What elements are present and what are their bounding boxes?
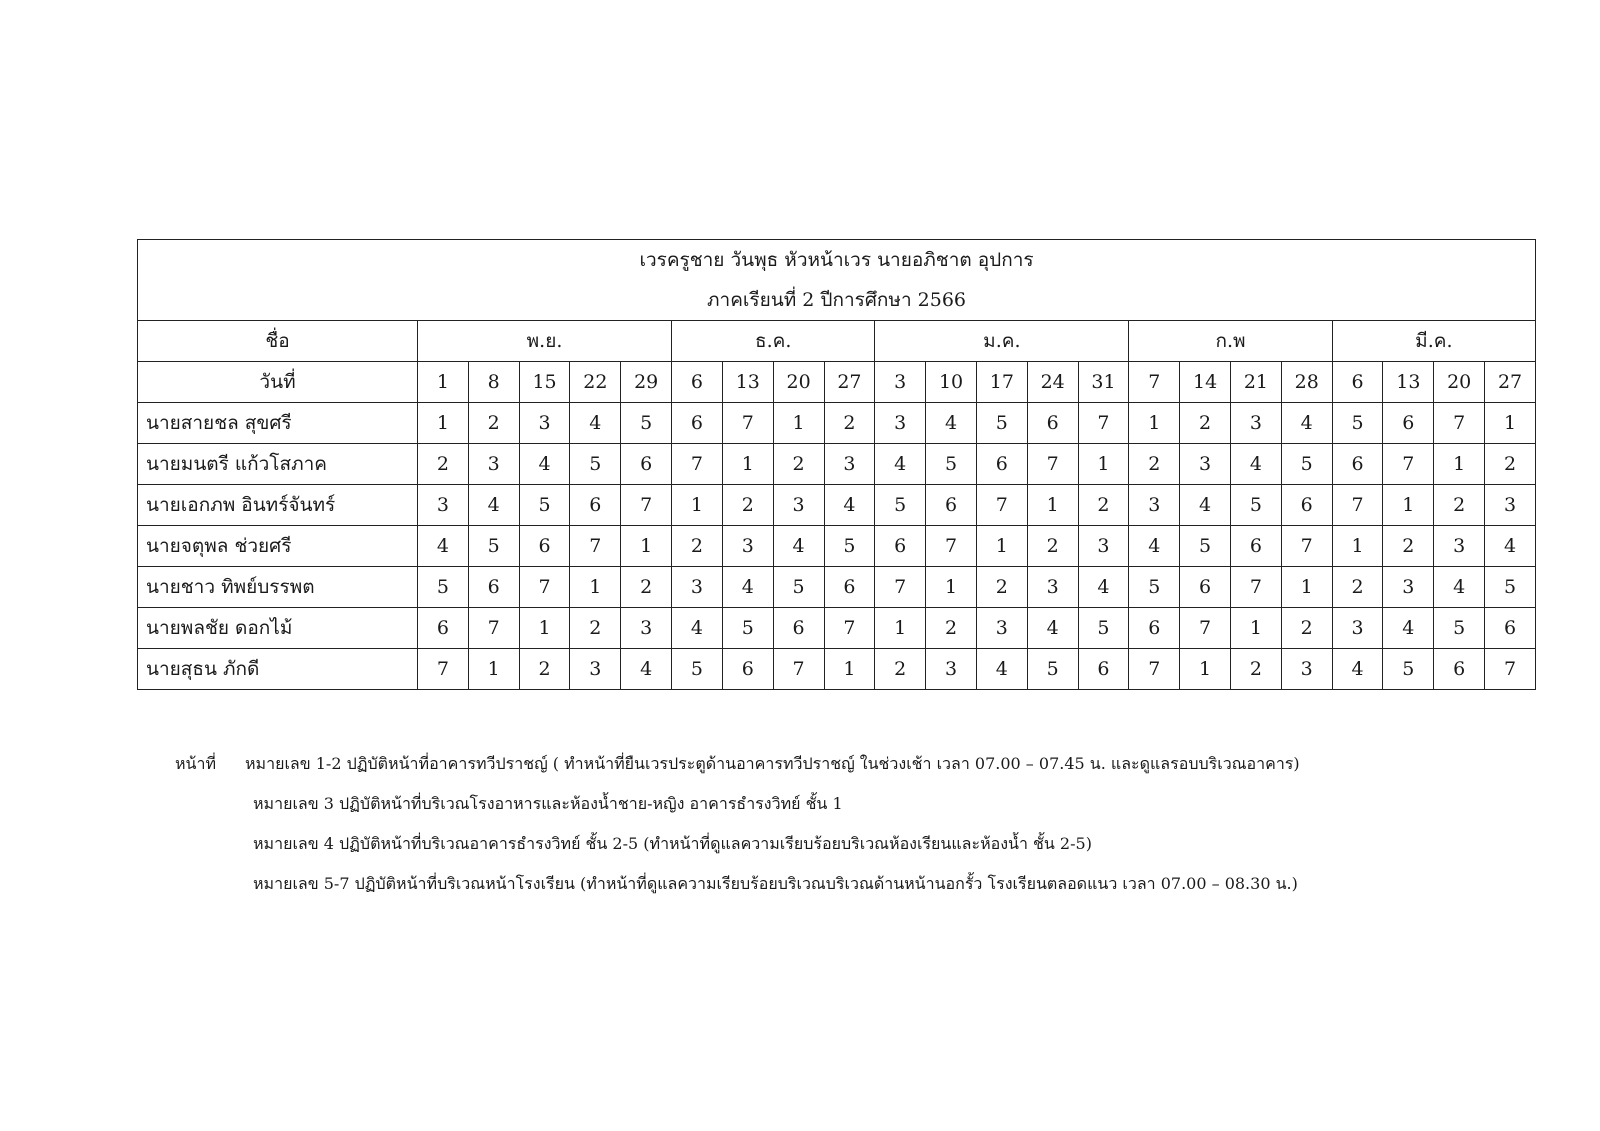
duty-number-cell: 4 — [468, 485, 519, 526]
date-cell: 3 — [875, 362, 926, 403]
duty-number-cell: 1 — [773, 403, 824, 444]
duty-number-cell: 1 — [672, 485, 723, 526]
duty-number-cell: 7 — [926, 526, 977, 567]
duty-number-cell: 5 — [824, 526, 875, 567]
duty-number-cell: 2 — [1180, 403, 1231, 444]
date-cell: 27 — [824, 362, 875, 403]
teacher-name: นายสายชล สุขศรี — [138, 403, 418, 444]
duty-number-cell: 3 — [672, 567, 723, 608]
duty-number-cell: 5 — [926, 444, 977, 485]
duty-number-cell: 2 — [976, 567, 1027, 608]
teacher-name: นายพลชัย ดอกไม้ — [138, 608, 418, 649]
duty-number-cell: 6 — [519, 526, 570, 567]
duty-number-cell: 1 — [1180, 649, 1231, 690]
duty-number-cell: 5 — [1129, 567, 1180, 608]
duty-number-cell: 3 — [1078, 526, 1129, 567]
date-cell: 21 — [1231, 362, 1282, 403]
duty-number-cell: 6 — [570, 485, 621, 526]
duty-number-cell: 7 — [672, 444, 723, 485]
duty-number-cell: 2 — [1231, 649, 1282, 690]
duty-number-cell: 5 — [875, 485, 926, 526]
duty-number-cell: 1 — [926, 567, 977, 608]
duty-number-cell: 5 — [722, 608, 773, 649]
duty-number-cell: 5 — [1485, 567, 1536, 608]
date-cell: 17 — [976, 362, 1027, 403]
duty-number-cell: 3 — [1180, 444, 1231, 485]
duty-number-cell: 3 — [773, 485, 824, 526]
duty-number-cell: 3 — [875, 403, 926, 444]
duty-number-cell: 6 — [1332, 444, 1383, 485]
month-header: ก.พ — [1129, 321, 1332, 362]
duty-number-cell: 6 — [824, 567, 875, 608]
duty-number-cell: 5 — [621, 403, 672, 444]
duty-number-cell: 6 — [773, 608, 824, 649]
date-cell: 22 — [570, 362, 621, 403]
notes-label: หน้าที่ — [175, 754, 217, 773]
duty-number-cell: 5 — [468, 526, 519, 567]
duty-number-cell: 7 — [1231, 567, 1282, 608]
duty-number-cell: 1 — [468, 649, 519, 690]
duty-number-cell: 3 — [1332, 608, 1383, 649]
date-cell: 10 — [926, 362, 977, 403]
teacher-name: นายเอกภพ อินทร์จันทร์ — [138, 485, 418, 526]
duty-number-cell: 2 — [418, 444, 469, 485]
duty-number-cell: 5 — [1332, 403, 1383, 444]
duty-number-cell: 3 — [1434, 526, 1485, 567]
duty-number-cell: 2 — [773, 444, 824, 485]
duty-number-cell: 7 — [1027, 444, 1078, 485]
duty-number-cell: 4 — [824, 485, 875, 526]
duty-number-cell: 4 — [1383, 608, 1434, 649]
duty-number-cell: 2 — [1383, 526, 1434, 567]
duty-number-cell: 1 — [1129, 403, 1180, 444]
duty-number-cell: 7 — [1434, 403, 1485, 444]
notes-line-2 — [253, 792, 843, 817]
note-item: หมายเลข 5-7 ปฏิบัติหน้าที่บริเวณหน้าโรงเรียน (ทำหน้าที่ดูแลความเรียบร้อยบริเวณบริเวณด้านหน้านอกรั้ว โรงเรียนตลอดแนว เวลา 07.00 – 08.30 น.) — [253, 874, 1298, 893]
duty-number-cell: 7 — [468, 608, 519, 649]
duty-number-cell: 6 — [1078, 649, 1129, 690]
table-row — [138, 403, 1536, 444]
duty-number-cell: 2 — [1078, 485, 1129, 526]
date-cell: 28 — [1281, 362, 1332, 403]
date-header-row — [138, 362, 1536, 403]
date-cell: 6 — [1332, 362, 1383, 403]
duty-number-cell: 4 — [1332, 649, 1383, 690]
month-header: ม.ค. — [875, 321, 1129, 362]
duty-number-cell: 1 — [722, 444, 773, 485]
duty-number-cell: 2 — [1434, 485, 1485, 526]
duty-number-cell: 2 — [1281, 608, 1332, 649]
table-row — [138, 444, 1536, 485]
duty-number-cell: 2 — [621, 567, 672, 608]
duty-number-cell: 6 — [1129, 608, 1180, 649]
duty-number-cell: 7 — [1129, 649, 1180, 690]
duty-number-cell: 7 — [1078, 403, 1129, 444]
duty-number-cell: 4 — [570, 403, 621, 444]
duty-number-cell: 3 — [418, 485, 469, 526]
duty-number-cell: 7 — [1281, 526, 1332, 567]
duty-number-cell: 2 — [926, 608, 977, 649]
date-cell: 15 — [519, 362, 570, 403]
duty-number-cell: 4 — [1180, 485, 1231, 526]
note-item: หมายเลข 4 ปฏิบัติหน้าที่บริเวณอาคารธำรงวิทย์ ชั้น 2-5 (ทำหน้าที่ดูแลความเรียบร้อยบริเวณห้องเรียนและห้องน้ำ ชั้น 2-5) — [253, 834, 1092, 853]
name-column-header: ชื่อ — [138, 321, 418, 362]
date-cell: 7 — [1129, 362, 1180, 403]
month-header: พ.ย. — [418, 321, 672, 362]
duty-number-cell: 6 — [976, 444, 1027, 485]
duty-number-cell: 3 — [1129, 485, 1180, 526]
duty-number-cell: 7 — [1383, 444, 1434, 485]
duty-schedule-table — [137, 239, 1536, 690]
date-cell: 24 — [1027, 362, 1078, 403]
duty-number-cell: 1 — [1231, 608, 1282, 649]
duty-number-cell: 5 — [1180, 526, 1231, 567]
duty-number-cell: 6 — [621, 444, 672, 485]
duty-number-cell: 3 — [519, 403, 570, 444]
notes-line-1 — [175, 752, 1300, 777]
date-cell: 8 — [468, 362, 519, 403]
teacher-name: นายสุธน ภักดี — [138, 649, 418, 690]
table-row — [138, 526, 1536, 567]
duty-number-cell: 2 — [875, 649, 926, 690]
duty-number-cell: 5 — [976, 403, 1027, 444]
note-item: หมายเลข 1-2 ปฏิบัติหน้าที่อาคารทวีปราชญ์ ( ทำหน้าที่ยืนเวรประตูด้านอาคารทวีปราชญ์ ในช่วงเช้า เวลา 07.00 – 07.45 น. และดูแลรอบบริเวณอาคาร) — [245, 754, 1300, 773]
duty-number-cell: 7 — [976, 485, 1027, 526]
duty-number-cell: 4 — [621, 649, 672, 690]
duty-number-cell: 7 — [824, 608, 875, 649]
duty-number-cell: 3 — [976, 608, 1027, 649]
duty-number-cell: 7 — [722, 403, 773, 444]
duty-number-cell: 4 — [976, 649, 1027, 690]
duty-number-cell: 6 — [1485, 608, 1536, 649]
duty-number-cell: 6 — [1281, 485, 1332, 526]
duty-number-cell: 6 — [1434, 649, 1485, 690]
duty-number-cell: 3 — [1383, 567, 1434, 608]
month-header: มี.ค. — [1332, 321, 1535, 362]
duty-number-cell: 5 — [1281, 444, 1332, 485]
duty-number-cell: 4 — [519, 444, 570, 485]
duty-number-cell: 7 — [1332, 485, 1383, 526]
duty-number-cell: 3 — [1027, 567, 1078, 608]
duty-number-cell: 3 — [1281, 649, 1332, 690]
duty-number-cell: 6 — [722, 649, 773, 690]
duty-number-cell: 1 — [1485, 403, 1536, 444]
duty-number-cell: 5 — [519, 485, 570, 526]
duty-number-cell: 5 — [672, 649, 723, 690]
duty-number-cell: 3 — [570, 649, 621, 690]
duty-number-cell: 6 — [1180, 567, 1231, 608]
duty-number-cell: 4 — [1434, 567, 1485, 608]
duty-number-cell: 1 — [1434, 444, 1485, 485]
table-row — [138, 567, 1536, 608]
duty-number-cell: 5 — [570, 444, 621, 485]
notes-line-3 — [253, 832, 1092, 857]
duty-number-cell: 3 — [621, 608, 672, 649]
duty-number-cell: 1 — [621, 526, 672, 567]
duty-number-cell: 3 — [824, 444, 875, 485]
date-cell: 31 — [1078, 362, 1129, 403]
duty-number-cell: 2 — [722, 485, 773, 526]
month-header-row — [138, 321, 1536, 362]
duty-number-cell: 6 — [1231, 526, 1282, 567]
duty-number-cell: 7 — [1485, 649, 1536, 690]
duty-number-cell: 2 — [468, 403, 519, 444]
duty-number-cell: 2 — [824, 403, 875, 444]
duty-number-cell: 7 — [519, 567, 570, 608]
duty-number-cell: 4 — [773, 526, 824, 567]
duty-number-cell: 7 — [570, 526, 621, 567]
duty-number-cell: 3 — [468, 444, 519, 485]
duty-number-cell: 7 — [621, 485, 672, 526]
title-line-1: เวรครูชาย วันพุธ หัวหน้าเวร นายอภิชาต อุปการ — [639, 249, 1034, 271]
duty-number-cell: 7 — [418, 649, 469, 690]
duty-number-cell: 6 — [468, 567, 519, 608]
duty-number-cell: 7 — [875, 567, 926, 608]
duty-number-cell: 4 — [672, 608, 723, 649]
duty-number-cell: 5 — [1434, 608, 1485, 649]
duty-number-cell: 2 — [1485, 444, 1536, 485]
teacher-name: นายจตุพล ช่วยศรี — [138, 526, 418, 567]
duty-number-cell: 4 — [1231, 444, 1282, 485]
title-row — [138, 240, 1536, 321]
duty-number-cell: 2 — [672, 526, 723, 567]
month-header: ธ.ค. — [672, 321, 875, 362]
duty-number-cell: 1 — [418, 403, 469, 444]
duty-number-cell: 7 — [773, 649, 824, 690]
teacher-name: นายชาว ทิพย์บรรพต — [138, 567, 418, 608]
duty-number-cell: 1 — [1027, 485, 1078, 526]
duty-number-cell: 5 — [1078, 608, 1129, 649]
duty-number-cell: 1 — [875, 608, 926, 649]
title-line-2: ภาคเรียนที่ 2 ปีการศึกษา 2566 — [707, 289, 967, 311]
duty-number-cell: 4 — [1129, 526, 1180, 567]
duty-number-cell: 1 — [1078, 444, 1129, 485]
duty-number-cell: 1 — [570, 567, 621, 608]
duty-number-cell: 4 — [875, 444, 926, 485]
duty-number-cell: 5 — [1231, 485, 1282, 526]
duty-number-cell: 1 — [976, 526, 1027, 567]
duty-number-cell: 4 — [1485, 526, 1536, 567]
duty-number-cell: 6 — [875, 526, 926, 567]
duty-number-cell: 6 — [1383, 403, 1434, 444]
duty-number-cell: 6 — [926, 485, 977, 526]
duty-number-cell: 5 — [418, 567, 469, 608]
duty-number-cell: 2 — [1027, 526, 1078, 567]
date-cell: 20 — [1434, 362, 1485, 403]
duty-number-cell: 1 — [824, 649, 875, 690]
duty-number-cell: 3 — [926, 649, 977, 690]
duty-number-cell: 2 — [1332, 567, 1383, 608]
duty-number-cell: 5 — [773, 567, 824, 608]
table-row — [138, 485, 1536, 526]
table-row — [138, 649, 1536, 690]
date-cell: 13 — [1383, 362, 1434, 403]
note-item: หมายเลข 3 ปฏิบัติหน้าที่บริเวณโรงอาหารและห้องน้ำชาย-หญิง อาคารธำรงวิทย์ ชั้น 1 — [253, 794, 843, 813]
notes-line-4 — [253, 872, 1298, 897]
duty-number-cell: 4 — [418, 526, 469, 567]
teacher-name: นายมนตรี แก้วโสภาค — [138, 444, 418, 485]
duty-number-cell: 5 — [1383, 649, 1434, 690]
table-title — [138, 240, 1536, 321]
duty-number-cell: 6 — [418, 608, 469, 649]
duty-number-cell: 1 — [519, 608, 570, 649]
duty-number-cell: 4 — [926, 403, 977, 444]
duty-number-cell: 2 — [570, 608, 621, 649]
duty-number-cell: 1 — [1332, 526, 1383, 567]
date-cell: 27 — [1485, 362, 1536, 403]
duty-number-cell: 2 — [519, 649, 570, 690]
table-row — [138, 608, 1536, 649]
duty-number-cell: 1 — [1383, 485, 1434, 526]
duty-number-cell: 2 — [1129, 444, 1180, 485]
date-cell: 14 — [1180, 362, 1231, 403]
date-cell: 20 — [773, 362, 824, 403]
duty-number-cell: 4 — [722, 567, 773, 608]
duty-number-cell: 5 — [1027, 649, 1078, 690]
duty-number-cell: 6 — [1027, 403, 1078, 444]
duty-number-cell: 7 — [1180, 608, 1231, 649]
date-cell: 29 — [621, 362, 672, 403]
duty-number-cell: 4 — [1281, 403, 1332, 444]
duty-number-cell: 4 — [1078, 567, 1129, 608]
duty-number-cell: 4 — [1027, 608, 1078, 649]
date-cell: 1 — [418, 362, 469, 403]
date-column-header: วันที่ — [138, 362, 418, 403]
duty-number-cell: 3 — [722, 526, 773, 567]
duty-number-cell: 1 — [1281, 567, 1332, 608]
date-cell: 6 — [672, 362, 723, 403]
duty-number-cell: 3 — [1231, 403, 1282, 444]
duty-number-cell: 3 — [1485, 485, 1536, 526]
date-cell: 13 — [722, 362, 773, 403]
duty-number-cell: 6 — [672, 403, 723, 444]
